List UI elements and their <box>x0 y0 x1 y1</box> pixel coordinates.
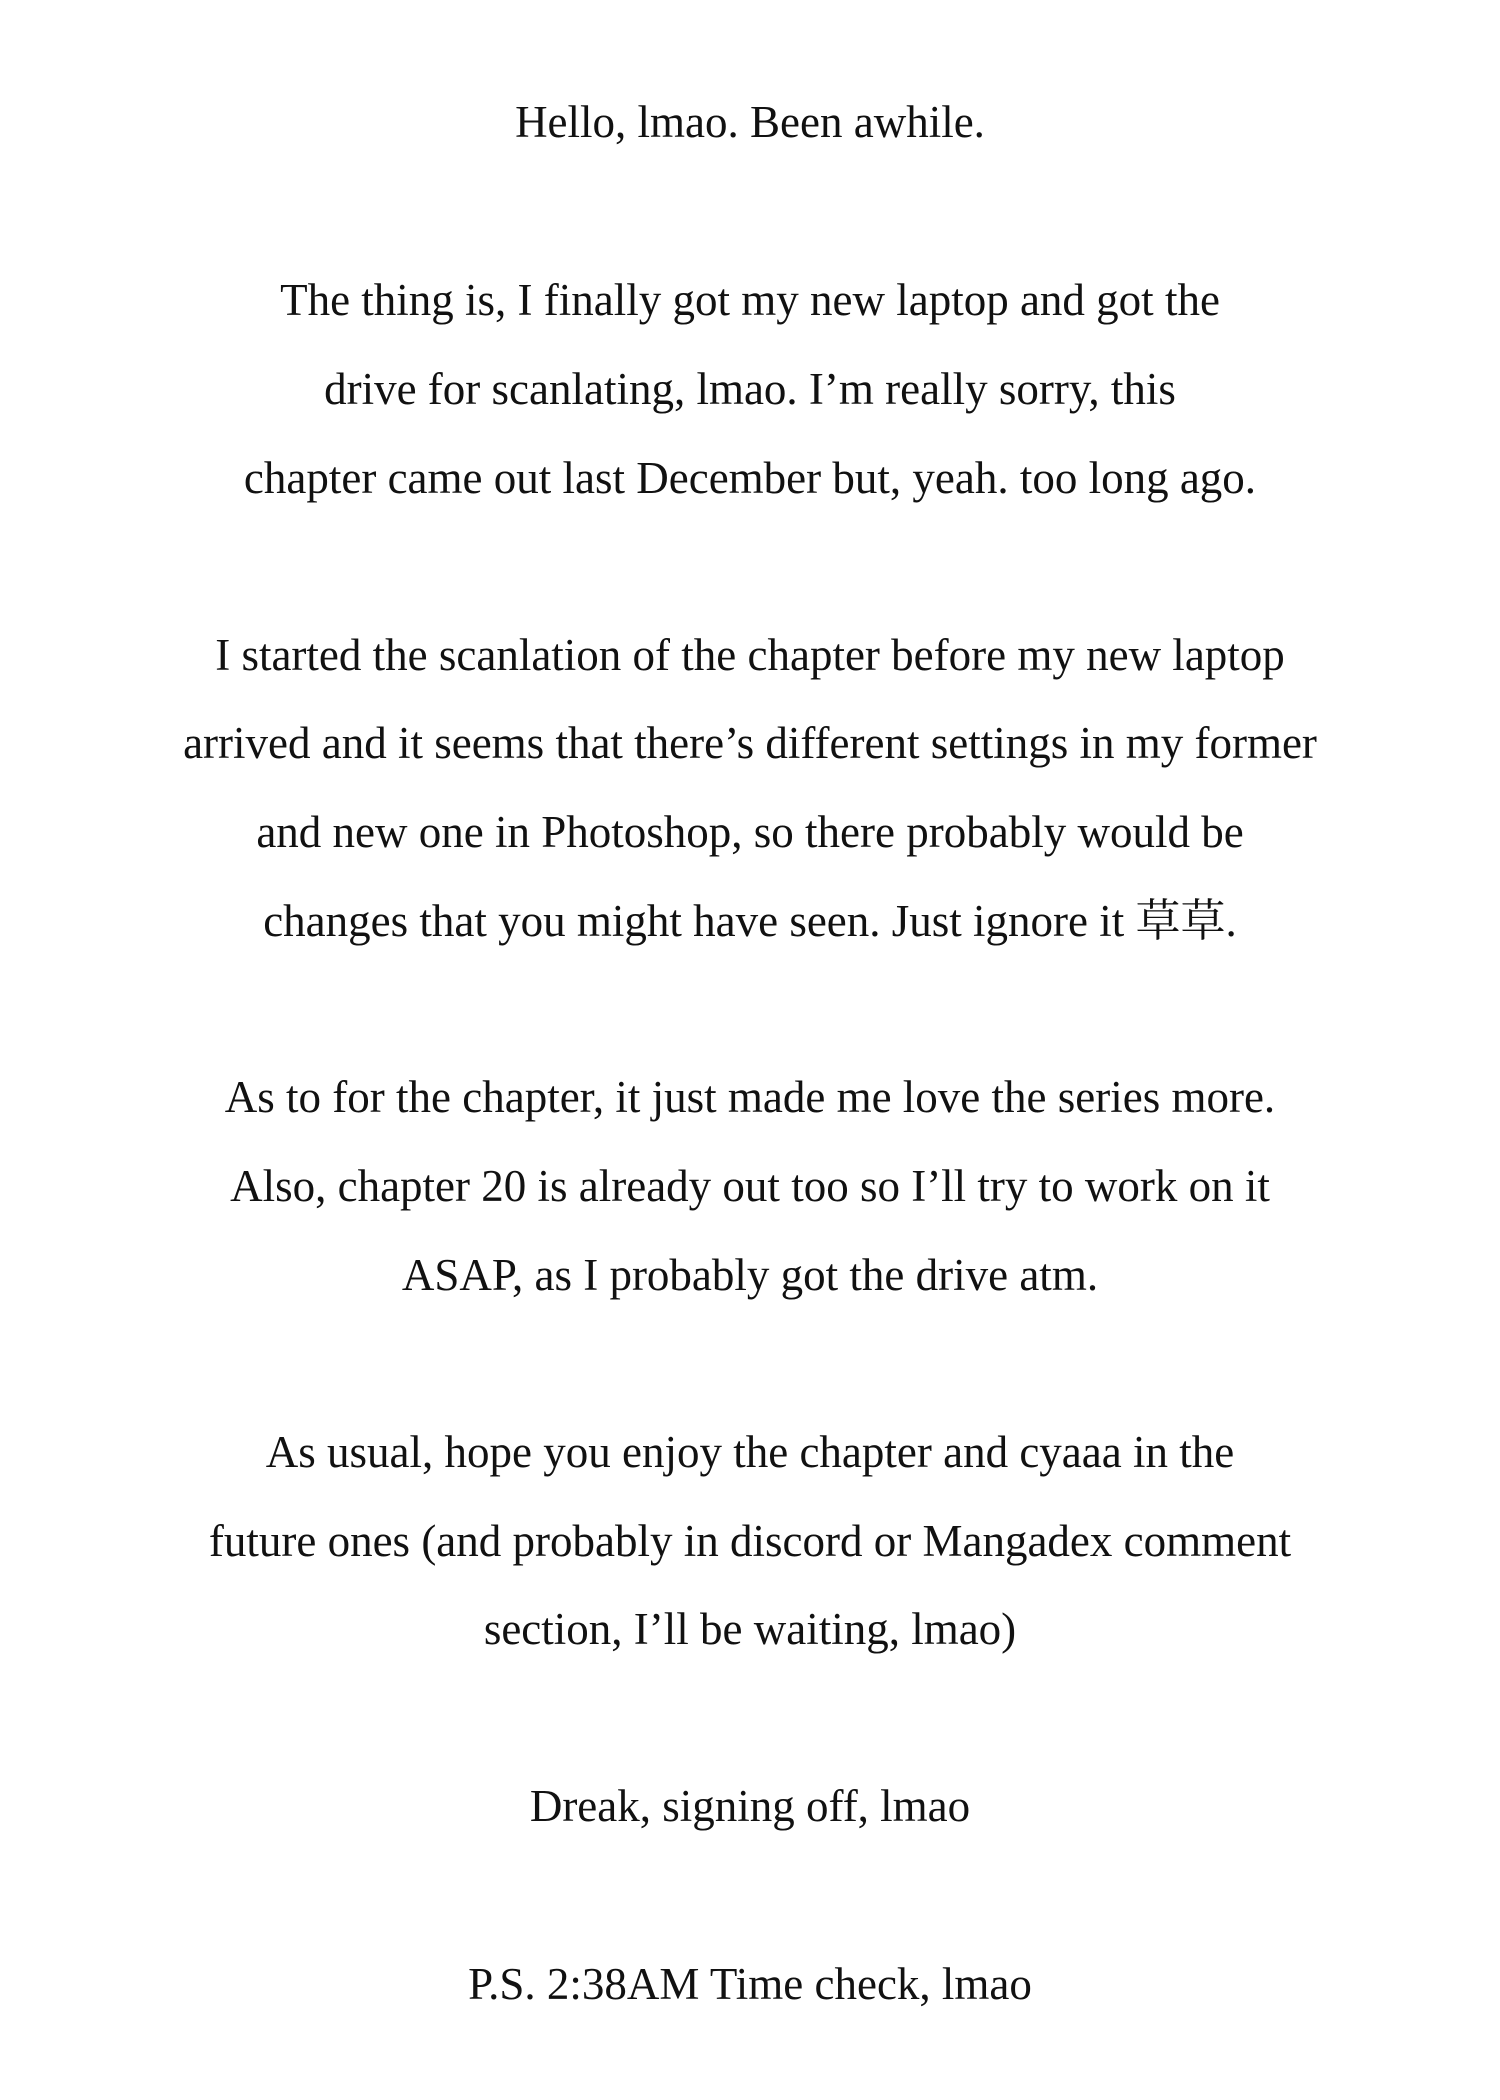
signoff-line: Dreak, signing off, lmao <box>529 1781 971 1831</box>
paragraph-2-line-1: The thing is, I finally got my new laptop and got the <box>280 275 1220 325</box>
paragraph-2-line-2: drive for scanlating, lmao. I’m really sorry, this <box>324 364 1176 414</box>
paragraph-2-line-3: chapter came out last December but, yeah. too long ago. <box>243 453 1257 503</box>
paragraph-4-line-3: ASAP, as I probably got the drive atm. <box>401 1250 1099 1300</box>
postscript-line: P.S. 2:38AM Time check, lmao <box>468 1959 1032 2009</box>
paragraph-4-line-1: As to for the chapter, it just made me love the series more. <box>224 1072 1276 1122</box>
paragraph-3-line-1: I started the scanlation of the chapter before my new laptop <box>215 630 1285 680</box>
paragraph-3-line-2: arrived and it seems that there’s different settings in my former <box>183 718 1317 768</box>
paragraph-5-line-3: section, I’ll be waiting, lmao) <box>483 1604 1017 1654</box>
paragraph-4-line-2: Also, chapter 20 is already out too so I’ll try to work on it <box>230 1161 1270 1211</box>
paragraph-3-line-3: and new one in Photoshop, so there probably would be <box>256 807 1244 857</box>
greeting-line: Hello, lmao. Been awhile. <box>515 97 985 147</box>
paragraph-5-line-2: future ones (and probably in discord or Mangadex comment <box>208 1516 1292 1566</box>
paragraph-5-line-1: As usual, hope you enjoy the chapter and cyaaa in the <box>265 1427 1235 1477</box>
paragraph-3-line-4: changes that you might have seen. Just ignore it 草草. <box>263 896 1237 946</box>
